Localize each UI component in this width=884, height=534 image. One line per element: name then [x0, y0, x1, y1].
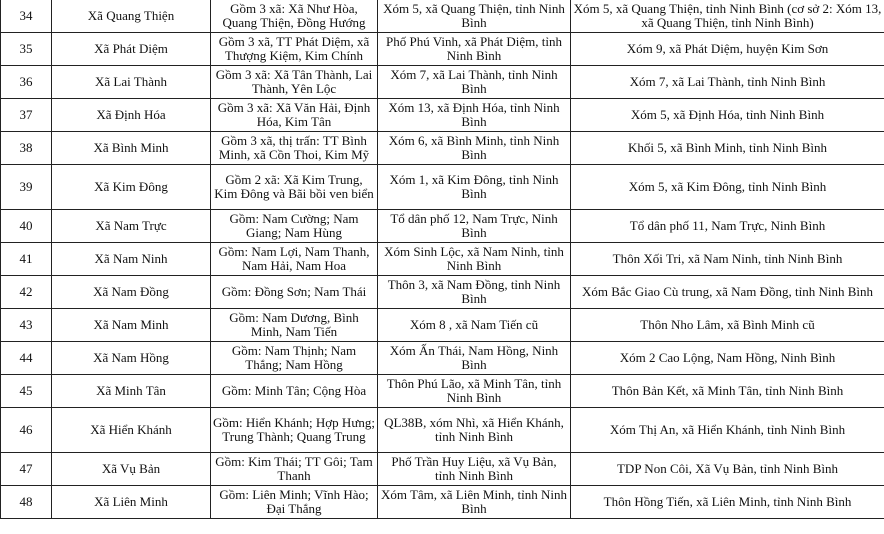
table-row: [1, 66, 884, 99]
cell-headquarters-2: Xóm 9, xã Phát Diệm, huyện Kim Sơn: [571, 33, 884, 66]
cell-merged-from: Gồm: Nam Thịnh; Nam Thắng; Nam Hồng: [211, 342, 378, 375]
cell-headquarters-2: Xóm 5, xã Kim Đông, tỉnh Ninh Bình: [571, 165, 884, 210]
cell-commune-name: Xã Vụ Bản: [52, 453, 211, 486]
cell-stt: 45: [1, 375, 52, 408]
cell-stt: 43: [1, 309, 52, 342]
cell-merged-from: Gồm: Liên Minh; Vĩnh Hào; Đại Thắng: [211, 486, 378, 519]
cell-commune-name: Xã Nam Ninh: [52, 243, 211, 276]
cell-headquarters-2: Xóm 5, xã Quang Thiện, tỉnh Ninh Bình (cơ sở 2: Xóm 13, xã Quang Thiện, tỉnh Ninh Bình): [571, 0, 884, 33]
cell-headquarters-2: TDP Non Côi, Xã Vụ Bản, tỉnh Ninh Bình: [571, 453, 884, 486]
table-row: [1, 342, 884, 375]
cell-headquarters: Xóm 1, xã Kim Đông, tỉnh Ninh Bình: [378, 165, 571, 210]
cell-stt: 41: [1, 243, 52, 276]
cell-stt: 39: [1, 165, 52, 210]
cell-headquarters-2: Xóm Thị An, xã Hiển Khánh, tỉnh Ninh Bình: [571, 408, 884, 453]
cell-stt: 44: [1, 342, 52, 375]
cell-commune-name: Xã Liên Minh: [52, 486, 211, 519]
cell-merged-from: Gồm 3 xã: Xã Văn Hải, Định Hóa, Kim Tân: [211, 99, 378, 132]
cell-commune-name: Xã Hiển Khánh: [52, 408, 211, 453]
cell-headquarters-2: Xóm 7, xã Lai Thành, tỉnh Ninh Bình: [571, 66, 884, 99]
table-row: [1, 375, 884, 408]
table-row: [1, 453, 884, 486]
cell-headquarters-2: Thôn Nho Lâm, xã Bình Minh cũ: [571, 309, 884, 342]
cell-merged-from: Gồm: Kim Thái; TT Gôi; Tam Thanh: [211, 453, 378, 486]
cell-merged-from: Gồm: Đồng Sơn; Nam Thái: [211, 276, 378, 309]
cell-commune-name: Xã Quang Thiện: [52, 0, 211, 33]
table-row: [1, 132, 884, 165]
cell-merged-from: Gồm 3 xã: Xã Như Hòa, Quang Thiện, Đồng Hướng: [211, 0, 378, 33]
cell-headquarters: Xóm 13, xã Định Hóa, tỉnh Ninh Bình: [378, 99, 571, 132]
cell-headquarters-2: Khối 5, xã Bình Minh, tỉnh Ninh Bình: [571, 132, 884, 165]
table-row: [1, 165, 884, 210]
cell-headquarters: Thôn Phú Lão, xã Minh Tân, tỉnh Ninh Bình: [378, 375, 571, 408]
cell-merged-from: Gồm 3 xã: Xã Tân Thành, Lai Thành, Yên Lộc: [211, 66, 378, 99]
cell-headquarters-2: Thôn Bản Kết, xã Minh Tân, tỉnh Ninh Bình: [571, 375, 884, 408]
cell-stt: 48: [1, 486, 52, 519]
cell-merged-from: Gồm 3 xã, thị trấn: TT Bình Minh, xã Cồn Thoi, Kim Mỹ: [211, 132, 378, 165]
cell-merged-from: Gồm: Nam Lợi, Nam Thanh, Nam Hải, Nam Hoa: [211, 243, 378, 276]
cell-headquarters: Xóm Ấn Thái, Nam Hồng, Ninh Bình: [378, 342, 571, 375]
cell-headquarters: Xóm 8 , xã Nam Tiến cũ: [378, 309, 571, 342]
cell-headquarters: Phố Phú Vinh, xã Phát Diệm, tỉnh Ninh Bình: [378, 33, 571, 66]
cell-headquarters: Tổ dân phố 12, Nam Trực, Ninh Bình: [378, 210, 571, 243]
cell-commune-name: Xã Phát Diệm: [52, 33, 211, 66]
cell-headquarters-2: Thôn Xối Tri, xã Nam Ninh, tỉnh Ninh Bình: [571, 243, 884, 276]
cell-headquarters: QL38B, xóm Nhì, xã Hiển Khánh, tỉnh Ninh Bình: [378, 408, 571, 453]
cell-commune-name: Xã Nam Minh: [52, 309, 211, 342]
cell-headquarters-2: Tổ dân phố 11, Nam Trực, Ninh Bình: [571, 210, 884, 243]
cell-merged-from: Gồm 2 xã: Xã Kim Trung, Kim Đông và Bãi bồi ven biển: [211, 165, 378, 210]
cell-merged-from: Gồm: Nam Dương, Bình Minh, Nam Tiến: [211, 309, 378, 342]
cell-stt: 34: [1, 0, 52, 33]
cell-commune-name: Xã Định Hóa: [52, 99, 211, 132]
cell-commune-name: Xã Nam Trực: [52, 210, 211, 243]
table-row: [1, 210, 884, 243]
cell-commune-name: Xã Kim Đông: [52, 165, 211, 210]
cell-stt: 46: [1, 408, 52, 453]
cell-stt: 38: [1, 132, 52, 165]
table-row: [1, 486, 884, 519]
cell-stt: 36: [1, 66, 52, 99]
cell-stt: 47: [1, 453, 52, 486]
cell-headquarters-2: Xóm 5, xã Định Hóa, tỉnh Ninh Bình: [571, 99, 884, 132]
cell-headquarters: Xóm Sinh Lộc, xã Nam Ninh, tỉnh Ninh Bình: [378, 243, 571, 276]
cell-headquarters-2: Xóm 2 Cao Lộng, Nam Hồng, Ninh Bình: [571, 342, 884, 375]
cell-headquarters: Xóm 7, xã Lai Thành, tỉnh Ninh Bình: [378, 66, 571, 99]
cell-merged-from: Gồm 3 xã, TT Phát Diệm, xã Thượng Kiệm, Kim Chính: [211, 33, 378, 66]
cell-merged-from: Gồm: Hiển Khánh; Hợp Hưng; Trung Thành; Quang Trung: [211, 408, 378, 453]
table-row: [1, 0, 884, 33]
table-row: [1, 408, 884, 453]
table-row: [1, 33, 884, 66]
cell-commune-name: Xã Bình Minh: [52, 132, 211, 165]
cell-commune-name: Xã Nam Hồng: [52, 342, 211, 375]
table-row: [1, 99, 884, 132]
cell-headquarters: Xóm 5, xã Quang Thiện, tỉnh Ninh Bình: [378, 0, 571, 33]
cell-stt: 40: [1, 210, 52, 243]
cell-headquarters: Thôn 3, xã Nam Đồng, tỉnh Ninh Bình: [378, 276, 571, 309]
table-row: [1, 276, 884, 309]
cell-commune-name: Xã Lai Thành: [52, 66, 211, 99]
cell-stt: 37: [1, 99, 52, 132]
table-row: [1, 243, 884, 276]
cell-stt: 42: [1, 276, 52, 309]
cell-merged-from: Gồm: Minh Tân; Cộng Hòa: [211, 375, 378, 408]
cell-headquarters: Xóm Tâm, xã Liên Minh, tỉnh Ninh Bình: [378, 486, 571, 519]
cell-headquarters-2: Thôn Hồng Tiến, xã Liên Minh, tỉnh Ninh Bình: [571, 486, 884, 519]
cell-commune-name: Xã Minh Tân: [52, 375, 211, 408]
table-row: [1, 309, 884, 342]
cell-headquarters-2: Xóm Bắc Giao Cù trung, xã Nam Đồng, tỉnh Ninh Bình: [571, 276, 884, 309]
cell-commune-name: Xã Nam Đồng: [52, 276, 211, 309]
cell-headquarters: Phố Trần Huy Liệu, xã Vụ Bản, tỉnh Ninh Bình: [378, 453, 571, 486]
cell-headquarters: Xóm 6, xã Bình Minh, tỉnh Ninh Bình: [378, 132, 571, 165]
cell-merged-from: Gồm: Nam Cường; Nam Giang; Nam Hùng: [211, 210, 378, 243]
cell-stt: 35: [1, 33, 52, 66]
